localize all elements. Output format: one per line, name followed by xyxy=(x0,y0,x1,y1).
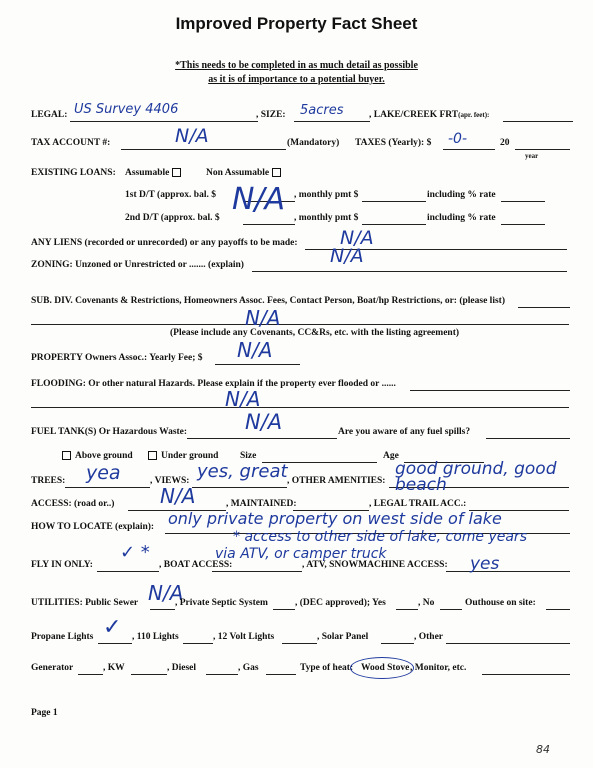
trees-value[interactable]: yea xyxy=(86,462,121,484)
owners-label: PROPERTY Owners Assoc.: Yearly Fee; $ xyxy=(31,353,203,363)
no-label: , No xyxy=(418,598,435,608)
fly-in-label: FLY IN ONLY: xyxy=(31,560,93,570)
mandatory-label: (Mandatory) xyxy=(287,138,340,148)
fuel-value[interactable]: N/A xyxy=(245,410,283,434)
under-ground-option[interactable]: Under ground xyxy=(148,451,218,462)
septic-label: , Private Septic System xyxy=(175,598,268,608)
tax-account-label: TAX ACCOUNT #: xyxy=(31,138,111,148)
assumable-option[interactable]: Assumable xyxy=(125,168,181,179)
taxes-value[interactable]: -0- xyxy=(448,131,468,147)
boat-access-label: , BOAT ACCESS: xyxy=(159,560,233,570)
size-field-label: Size xyxy=(240,451,257,461)
first-dt-monthly: , monthly pmt $ xyxy=(294,190,359,200)
first-dt-label: 1st D/T (approx. bal. $ xyxy=(125,190,216,200)
solar-label: , Solar Panel xyxy=(317,632,369,642)
size-value[interactable]: 5acres xyxy=(300,103,344,118)
heat-wood-stove[interactable]: Wood Stove xyxy=(361,663,410,673)
boat-access-value[interactable]: via ATV, or camper truck xyxy=(215,546,387,562)
fuel-label: FUEL TANK(S) Or Hazardous Waste: xyxy=(31,427,188,437)
utilities-label: UTILITIES: Public Sewer xyxy=(31,598,139,608)
legal-value[interactable]: US Survey 4406 xyxy=(74,102,179,117)
zoning-label: ZONING: Unzoned or Unrestricted or ....... (explain) xyxy=(31,260,244,270)
under-ground-checkbox[interactable] xyxy=(148,451,157,460)
diesel-label: , Diesel xyxy=(167,663,197,673)
views-label: , VIEWS: xyxy=(150,476,190,486)
access-value[interactable]: N/A xyxy=(160,484,196,508)
heat-rest-label: , Monitor, etc. xyxy=(410,663,467,673)
outhouse-label: Outhouse on site: xyxy=(465,598,536,608)
page-title: Improved Property Fact Sheet xyxy=(175,14,418,33)
age-field-label: Age xyxy=(383,451,399,461)
maintained-label: , MAINTAINED: xyxy=(226,499,297,509)
fuel-question: Are you aware of any fuel spills? xyxy=(338,427,471,437)
atv-access-label: , ATV, SNOWMACHINE ACCESS: xyxy=(302,560,448,570)
other-label: , Other xyxy=(414,632,444,642)
atv-access-value[interactable]: yes xyxy=(470,554,500,574)
subdiv-note: (Please include any Covenants, CC&Rs, etc. with the listing agreement) xyxy=(170,328,460,338)
gas-label: , Gas xyxy=(238,663,259,673)
page-number: Page 1 xyxy=(31,708,58,718)
tax-account-value[interactable]: N/A xyxy=(175,125,209,147)
amenities-value[interactable]: good ground, good beach xyxy=(395,459,557,495)
non-assumable-option[interactable]: Non Assumable xyxy=(206,168,281,179)
year-prefix: 20 xyxy=(500,138,510,148)
subdiv-value[interactable]: N/A xyxy=(245,306,281,330)
flooding-label: FLOODING: Or other natural Hazards. Please explain if the property ever flooded or ...... xyxy=(31,379,396,389)
lights-12v-label: , 12 Volt Lights xyxy=(213,632,275,642)
taxes-label: TAXES (Yearly): $ xyxy=(355,138,432,148)
loans-label: EXISTING LOANS: xyxy=(31,168,116,178)
note-line-1: *This needs to be completed in as much detail as possible xyxy=(175,60,418,71)
trees-label: TREES: xyxy=(31,476,66,486)
corner-mark: 84 xyxy=(536,743,550,756)
amenities-label: , OTHER AMENITIES: xyxy=(287,476,386,486)
first-dt-rate: including % rate xyxy=(427,190,496,200)
propane-label: Propane Lights xyxy=(31,632,94,642)
legal-trail-label: , LEGAL TRAIL ACC.: xyxy=(369,499,467,509)
non-assumable-checkbox[interactable] xyxy=(272,168,281,177)
subdiv-label: SUB. DIV. Covenants & Restrictions, Homeowners Assoc. Fees, Contact Person, Boat/hp Restrictions, or: (please list) xyxy=(31,296,505,306)
fly-in-value[interactable]: ✓ * xyxy=(120,542,150,563)
size-label: , SIZE: xyxy=(256,110,286,120)
flooding-value[interactable]: N/A xyxy=(225,387,261,411)
zoning-value[interactable]: N/A xyxy=(330,245,364,267)
views-value[interactable]: yes, great xyxy=(197,461,288,482)
liens-value[interactable]: N/A xyxy=(340,227,374,249)
locate-value-line2[interactable]: * access to other side of lake, come years xyxy=(233,529,527,545)
locate-label: HOW TO LOCATE (explain): xyxy=(31,522,155,532)
liens-label: ANY LIENS (recorded or unrecorded) or any payoffs to be made: xyxy=(31,238,298,248)
above-ground-checkbox[interactable] xyxy=(62,451,71,460)
loans-value[interactable]: N/A xyxy=(232,182,286,217)
second-dt-label: 2nd D/T (approx. bal. $ xyxy=(125,213,220,223)
access-label: ACCESS: (road or..) xyxy=(31,499,115,509)
assumable-checkbox[interactable] xyxy=(172,168,181,177)
legal-label: LEGAL: xyxy=(31,110,68,120)
generator-label: Generator xyxy=(31,663,74,673)
second-dt-monthly: , monthly pmt $ xyxy=(294,213,359,223)
note-line-2: as it is of importance to a potential buyer. xyxy=(208,74,385,85)
dec-yes-label: , (DEC approved); Yes xyxy=(295,598,386,608)
locate-value-line1[interactable]: only private property on west side of lake xyxy=(168,509,502,528)
wood-stove-circle xyxy=(350,657,414,679)
lights-110-label: , 110 Lights xyxy=(132,632,179,642)
heat-label: Type of heat: xyxy=(300,663,354,673)
propane-value[interactable]: ✓ xyxy=(103,615,122,640)
above-ground-option[interactable]: Above ground xyxy=(62,451,133,462)
kw-label: , KW xyxy=(103,663,125,673)
year-caption: year xyxy=(525,152,539,160)
owners-value[interactable]: N/A xyxy=(237,338,273,362)
lake-label: , LAKE/CREEK FRT(apr. feet): xyxy=(369,110,490,120)
sewer-value[interactable]: N/A xyxy=(148,581,184,605)
second-dt-rate: including % rate xyxy=(427,213,496,223)
